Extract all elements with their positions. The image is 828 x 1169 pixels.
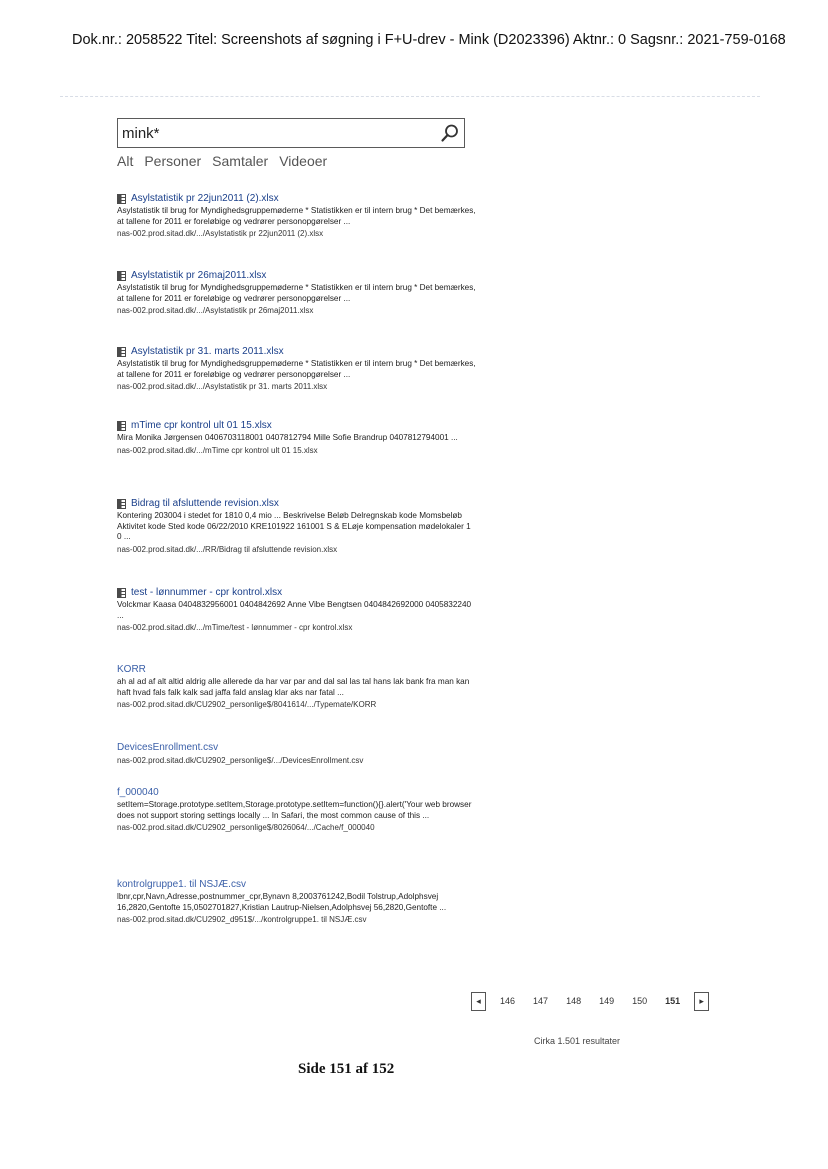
result-url: nas-002.prod.sitad.dk/CU2902_d951$/.../kontrolgruppe1. til NSJÆ.csv	[117, 915, 367, 924]
search-box[interactable]	[117, 118, 465, 148]
result-title-link[interactable]: kontrolgruppe1. til NSJÆ.csv	[117, 879, 246, 890]
result-snippet: Mira Monika Jørgensen 0406703118001 0407812794 Mille Sofie Brandrup 0407812794001 ...	[117, 433, 458, 442]
result-item	[117, 786, 477, 833]
page-footer: Side 151 af 152	[298, 1061, 395, 1077]
result-url: nas-002.prod.sitad.dk/CU2902_personlige$/8026064/.../Cache/f_000040	[117, 823, 375, 832]
tab-alt[interactable]: Alt	[117, 153, 134, 169]
result-url: nas-002.prod.sitad.dk/CU2902_personlige$/.../DevicesEnrollment.csv	[117, 756, 364, 765]
result-title-link[interactable]: f_000040	[117, 787, 159, 798]
excel-file-icon	[117, 194, 126, 204]
result-item	[117, 586, 477, 633]
result-url: nas-002.prod.sitad.dk/.../Asylstatistik pr 31. marts 2011.xlsx	[117, 382, 328, 391]
result-title-link[interactable]: mTime cpr kontrol ult 01 15.xlsx	[131, 420, 272, 431]
result-title-link[interactable]: Asylstatistik pr 22jun2011 (2).xlsx	[131, 193, 279, 204]
result-item	[117, 741, 477, 766]
result-count: Cirka 1.501 resultater	[534, 1036, 621, 1046]
scan-divider	[60, 96, 760, 97]
result-title-link[interactable]: DevicesEnrollment.csv	[117, 742, 219, 753]
result-url: nas-002.prod.sitad.dk/.../Asylstatistik pr 26maj2011.xlsx	[117, 306, 314, 315]
filter-tabs	[117, 153, 327, 169]
result-snippet: lbnr,cpr,Navn,Adresse,postnummer_cpr,Bynavn 8,2003761242,Bodil Tolstrup,Adolphsvej 16,2820,Gentofte 15,0502701827,Kristian Lautrup-Nielsen,Adolphsvej 56,2820,Gentofte ...	[117, 892, 447, 912]
page-link[interactable]: 149	[599, 996, 615, 1006]
tab-videoer[interactable]: Videoer	[279, 153, 328, 169]
result-url: nas-002.prod.sitad.dk/.../RR/Bidrag til afsluttende revision.xlsx	[117, 544, 338, 554]
result-title-link[interactable]: Asylstatistik pr 31. marts 2011.xlsx	[131, 346, 284, 357]
result-item	[117, 878, 477, 925]
search-icon[interactable]	[440, 123, 460, 143]
result-snippet: Asylstatistik til brug for Myndighedsgruppemøderne * Statistikken er til intern brug * Det bemærkes, at tallene for 2011 er foreløbige og vedrører personopgørelser ...	[117, 283, 476, 303]
document-header: Dok.nr.: 2058522 Titel: Screenshots af søgning i F+U-drev - Mink (D2023396) Aktnr.: 0 Sagsnr.: 2021-759-0168	[72, 32, 786, 48]
result-title-link[interactable]: Asylstatistik pr 26maj2011.xlsx	[131, 270, 267, 281]
result-title-link[interactable]: test - lønnummer - cpr kontrol.xlsx	[131, 587, 283, 598]
excel-file-icon	[117, 421, 126, 431]
result-snippet: Asylstatistik til brug for Myndighedsgruppemøderne * Statistikken er til intern brug * Det bemærkes, at tallene for 2011 er foreløbige og vedrører personopgørelser ...	[117, 359, 476, 379]
chevron-left-icon: ◂	[476, 995, 481, 1006]
result-title-link[interactable]: KORR	[117, 664, 146, 675]
page-link[interactable]: 148	[566, 996, 582, 1006]
result-item	[117, 497, 477, 555]
result-item	[117, 419, 477, 456]
page-link[interactable]: 147	[533, 996, 549, 1006]
excel-file-icon	[117, 499, 126, 509]
page-link[interactable]: 146	[500, 996, 516, 1006]
result-item	[117, 192, 477, 239]
prev-page-button[interactable]	[471, 992, 486, 1011]
excel-file-icon	[117, 588, 126, 598]
tab-personer[interactable]: Personer	[144, 153, 202, 169]
result-url: nas-002.prod.sitad.dk/CU2902_personlige$/8041614/.../Typemate/KORR	[117, 700, 377, 709]
result-snippet: Asylstatistik til brug for Myndighedsgruppemøderne * Statistikken er til intern brug * Det bemærkes, at tallene for 2011 er foreløbige og vedrører personopgørelser ...	[117, 206, 476, 226]
result-url: nas-002.prod.sitad.dk/.../mTime cpr kontrol ult 01 15.xlsx	[117, 445, 318, 455]
excel-file-icon	[117, 271, 126, 281]
result-snippet: Volckmar Kaasa 0404832956001 0404842692 Anne Vibe Bengtsen 0404842692000 0405832240 ...	[117, 600, 472, 620]
chevron-right-icon: ▸	[699, 995, 704, 1006]
page-link-current[interactable]: 151	[665, 996, 681, 1006]
result-snippet: setItem=Storage.prototype.setItem,Storage.prototype.setItem=function(){}.alert('Your web browser does not support storing settings locally ... In Safari, the most common cause of this ...	[117, 800, 472, 820]
search-input[interactable]	[122, 122, 422, 144]
page-link[interactable]: 150	[632, 996, 648, 1006]
tab-samtaler[interactable]: Samtaler	[212, 153, 269, 169]
pagination	[471, 990, 709, 1012]
result-item	[117, 663, 477, 710]
next-page-button[interactable]	[694, 992, 709, 1011]
result-item	[117, 269, 477, 316]
result-snippet: ah al ad af alt altid aldrig alle allerede da har var par and dal sal las tal hans lak bank fra man kan haft hvad fals falk kalk sad jaffa fald anslag klar aks nar fatal ...	[117, 677, 470, 697]
result-url: nas-002.prod.sitad.dk/.../Asylstatistik pr 22jun2011 (2).xlsx	[117, 229, 324, 238]
result-item	[117, 345, 477, 392]
result-title-link[interactable]: Bidrag til afsluttende revision.xlsx	[131, 498, 279, 509]
result-url: nas-002.prod.sitad.dk/.../mTime/test - lønnummer - cpr kontrol.xlsx	[117, 623, 353, 632]
excel-file-icon	[117, 347, 126, 357]
result-snippet: Kontering 203004 i stedet for 1810 0,4 mio ... Beskrivelse Beløb Delregnskab kode Momsbeløb Aktivitet kode Sted kode 06/22/2010 KRE101922 161001 S & ELøje kompensation mødelokaler 1 0 ...	[117, 511, 471, 541]
